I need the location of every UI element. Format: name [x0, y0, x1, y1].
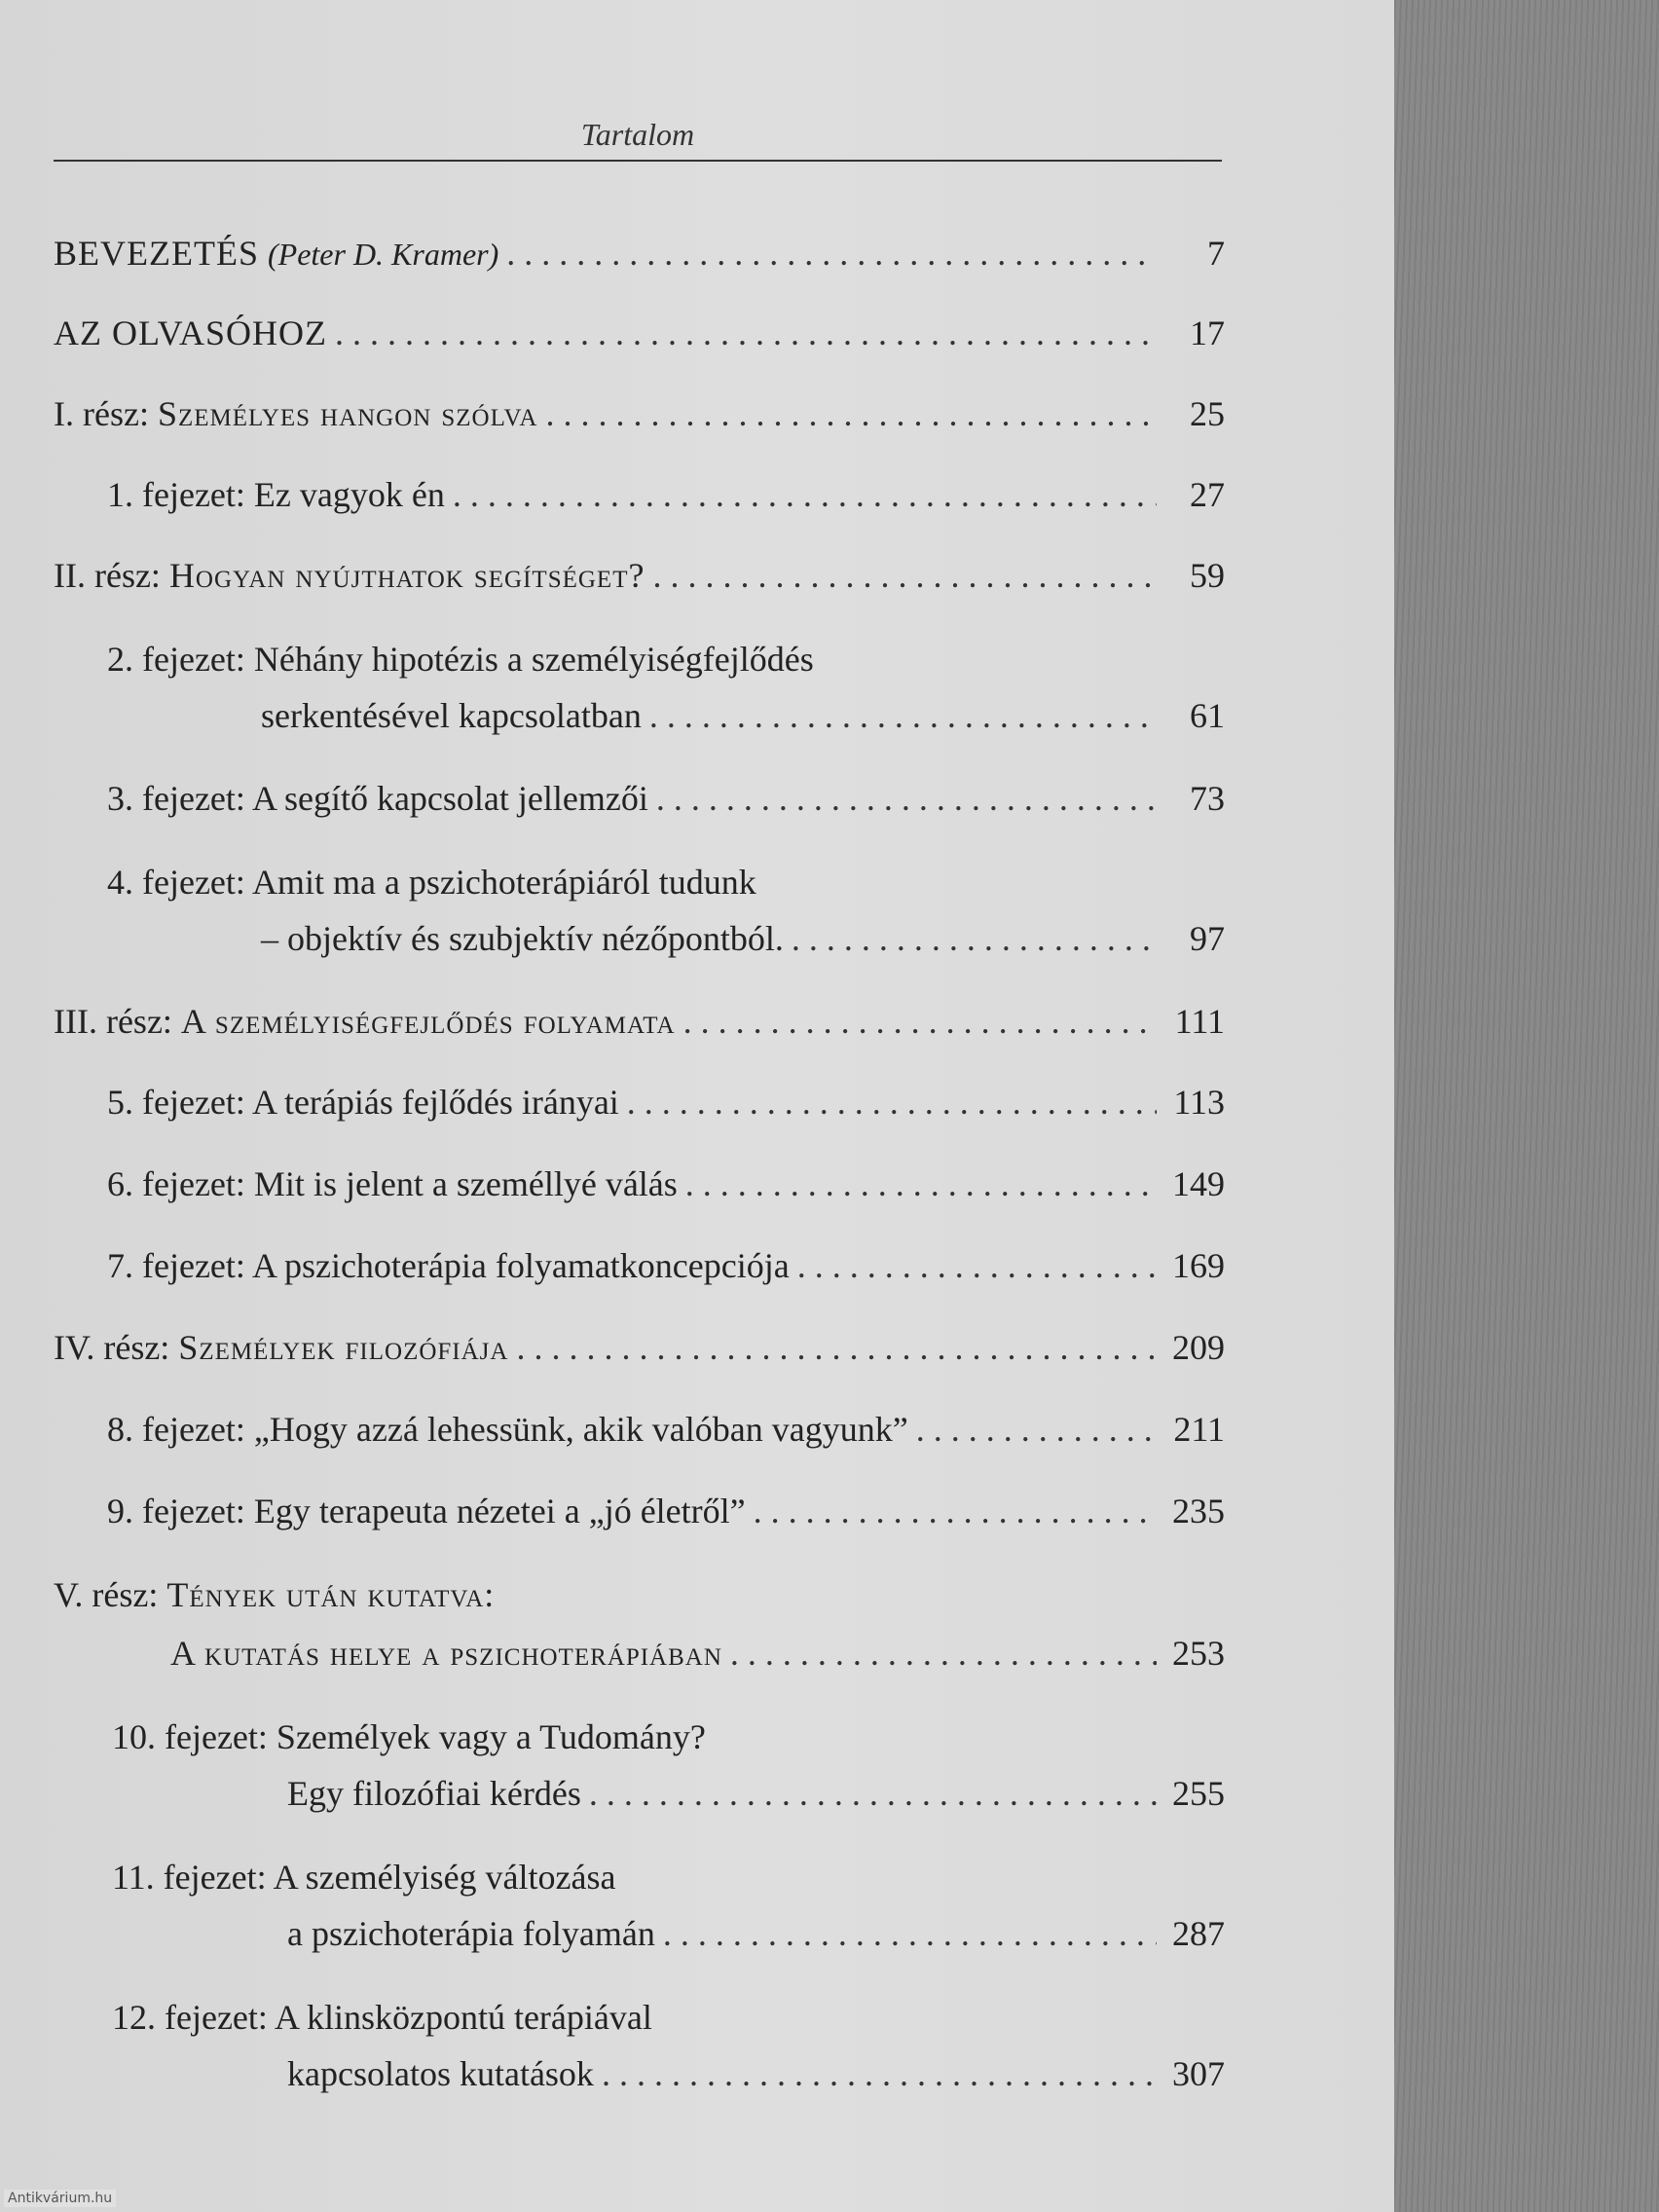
chapter-title: A segítő kapcsolat jellemzői — [251, 779, 648, 818]
dot-leader — [602, 2052, 1157, 2095]
toc-entry-part-5 — [170, 1632, 1225, 1675]
toc-entry-olvasohoz — [54, 312, 1225, 354]
toc-entry-chapter-4 — [261, 917, 1225, 960]
part-prefix: IV. rész: — [54, 1328, 170, 1367]
toc-entry-chapter-4-line1 — [107, 861, 756, 903]
dot-leader — [656, 777, 1157, 820]
toc-entry-chapter-7 — [107, 1244, 1225, 1287]
chapter-prefix: 5. fejezet: — [107, 1083, 245, 1122]
part-title: A személyiségfejlődés folyamata — [180, 1002, 676, 1041]
part-title-line1: Tények után kutatva: — [166, 1575, 496, 1614]
page-number: 25 — [1190, 394, 1225, 433]
page-number: 97 — [1190, 919, 1225, 958]
dot-leader — [453, 473, 1157, 516]
chapter-prefix: 8. fejezet: — [107, 1410, 245, 1449]
chapter-prefix: 1. fejezet: — [107, 475, 245, 514]
chapter-prefix: 3. fejezet: — [107, 779, 245, 818]
page-number: 111 — [1174, 1002, 1225, 1041]
dot-leader — [649, 694, 1157, 737]
toc-entry-part-2 — [54, 554, 1225, 597]
chapter-prefix: 6. fejezet: — [107, 1164, 245, 1203]
chapter-prefix: 4. fejezet: — [107, 863, 245, 902]
page-header: Tartalom — [580, 117, 695, 152]
page-number: 235 — [1172, 1492, 1225, 1530]
toc-entry-chapter-2-line1 — [107, 638, 814, 681]
chapter-prefix: 9. fejezet: — [107, 1492, 245, 1530]
chapter-title-line2: – objektív és szubjektív nézőpontból. — [261, 919, 784, 958]
page-number: 61 — [1190, 696, 1225, 735]
background-surface — [1394, 0, 1659, 2212]
entry-title: AZ OLVASÓHOZ — [54, 313, 328, 352]
chapter-prefix: 12. fejezet: — [112, 1998, 268, 2037]
toc-entry-chapter-3 — [107, 777, 1225, 820]
toc-entry-chapter-6 — [107, 1162, 1225, 1205]
chapter-title-line1: Személyek vagy a Tudomány? — [276, 1717, 706, 1756]
watermark: Antikvárium.hu — [4, 2190, 116, 2207]
entry-author: (Peter D. Kramer) — [267, 237, 499, 272]
chapter-title-line2: serkentésével kapcsolatban — [261, 696, 642, 735]
toc-entry-chapter-11 — [287, 1912, 1225, 1955]
chapter-title: Mit is jelent a személlyé válás — [253, 1164, 678, 1203]
chapter-title-line1: Amit ma a pszichoterápiáról tudunk — [251, 863, 756, 902]
toc-entry-part-3 — [54, 1000, 1225, 1043]
chapter-title-line1: Néhány hipotézis a személyiségfejlődés — [253, 640, 814, 679]
toc-entry-chapter-9 — [107, 1490, 1225, 1532]
chapter-prefix: 11. fejezet: — [112, 1858, 267, 1897]
chapter-title-line1: A klinsközpontú terápiával — [274, 1998, 652, 2037]
dot-leader — [730, 1632, 1157, 1675]
chapter-title: Ez vagyok én — [253, 475, 445, 514]
chapter-title: Egy terapeuta nézetei a „jó életről” — [253, 1492, 746, 1530]
part-title: Hogyan nyújthatok segítséget? — [168, 556, 645, 595]
part-title: Személyek filozófiája — [178, 1328, 509, 1367]
dot-leader — [792, 917, 1157, 960]
page-number: 59 — [1190, 556, 1225, 595]
page-number: 113 — [1173, 1083, 1225, 1122]
toc-entry-chapter-11-line1 — [112, 1856, 615, 1899]
chapter-title: A pszichoterápia folyamatkoncepciója — [251, 1246, 790, 1285]
dot-leader — [916, 1408, 1157, 1451]
entry-title: BEVEZETÉS — [54, 234, 259, 273]
part-prefix: V. rész: — [54, 1575, 159, 1614]
page-number: 253 — [1172, 1634, 1225, 1673]
chapter-title-line2: Egy filozófiai kérdés — [287, 1774, 581, 1813]
page-number: 169 — [1172, 1246, 1225, 1285]
chapter-title-line2: kapcsolatos kutatások — [287, 2054, 594, 2093]
dot-leader — [754, 1490, 1157, 1532]
page-number: 73 — [1190, 779, 1225, 818]
dot-leader — [506, 232, 1157, 275]
page-number: 7 — [1207, 234, 1225, 273]
dot-leader — [663, 1912, 1157, 1955]
header-rule — [54, 160, 1222, 162]
part-prefix: I. rész: — [54, 394, 149, 433]
page-number: 255 — [1172, 1774, 1225, 1813]
dot-leader — [685, 1162, 1157, 1205]
chapter-title-line1: A személyiség változása — [273, 1858, 616, 1897]
dot-leader — [797, 1244, 1157, 1287]
chapter-prefix: 10. fejezet: — [112, 1717, 268, 1756]
part-prefix: III. rész: — [54, 1002, 172, 1041]
chapter-title: A terápiás fejlődés irányai — [251, 1083, 619, 1122]
toc-entry-part-4 — [54, 1326, 1225, 1369]
page-number: 307 — [1172, 2054, 1225, 2093]
toc-entry-chapter-5 — [107, 1081, 1225, 1124]
page-number: 209 — [1172, 1328, 1225, 1367]
part-title-line2: A kutatás helye a pszichoterápiában — [170, 1634, 722, 1673]
chapter-prefix: 7. fejezet: — [107, 1246, 245, 1285]
toc-entry-chapter-1 — [107, 473, 1225, 516]
dot-leader — [589, 1772, 1157, 1815]
toc-entry-chapter-8 — [107, 1408, 1225, 1451]
toc-entry-part-5-line1 — [54, 1573, 495, 1616]
page-number: 287 — [1172, 1914, 1225, 1953]
part-prefix: II. rész: — [54, 556, 161, 595]
chapter-title: „Hogy azzá lehessünk, akik valóban vagyunk” — [253, 1410, 908, 1449]
page-number: 17 — [1190, 313, 1225, 352]
toc-entry-chapter-10-line1 — [112, 1715, 706, 1758]
toc-entry-chapter-10 — [287, 1772, 1225, 1815]
dot-leader — [516, 1326, 1157, 1369]
dot-leader — [652, 554, 1157, 597]
dot-leader — [627, 1081, 1157, 1124]
part-title: Személyes hangon szólva — [157, 394, 538, 433]
dot-leader — [335, 312, 1157, 354]
chapter-prefix: 2. fejezet: — [107, 640, 245, 679]
page-number: 149 — [1172, 1164, 1225, 1203]
toc-entry-bevezetes — [54, 232, 1225, 276]
toc-entry-chapter-12 — [287, 2052, 1225, 2095]
toc-entry-chapter-12-line1 — [112, 1996, 652, 2039]
toc-entry-chapter-2 — [261, 694, 1225, 737]
page-number: 27 — [1190, 475, 1225, 514]
chapter-title-line2: a pszichoterápia folyamán — [287, 1914, 655, 1953]
page-number: 211 — [1173, 1410, 1225, 1449]
dot-leader — [683, 1000, 1157, 1043]
toc-entry-part-1 — [54, 392, 1225, 435]
dot-leader — [545, 392, 1157, 435]
